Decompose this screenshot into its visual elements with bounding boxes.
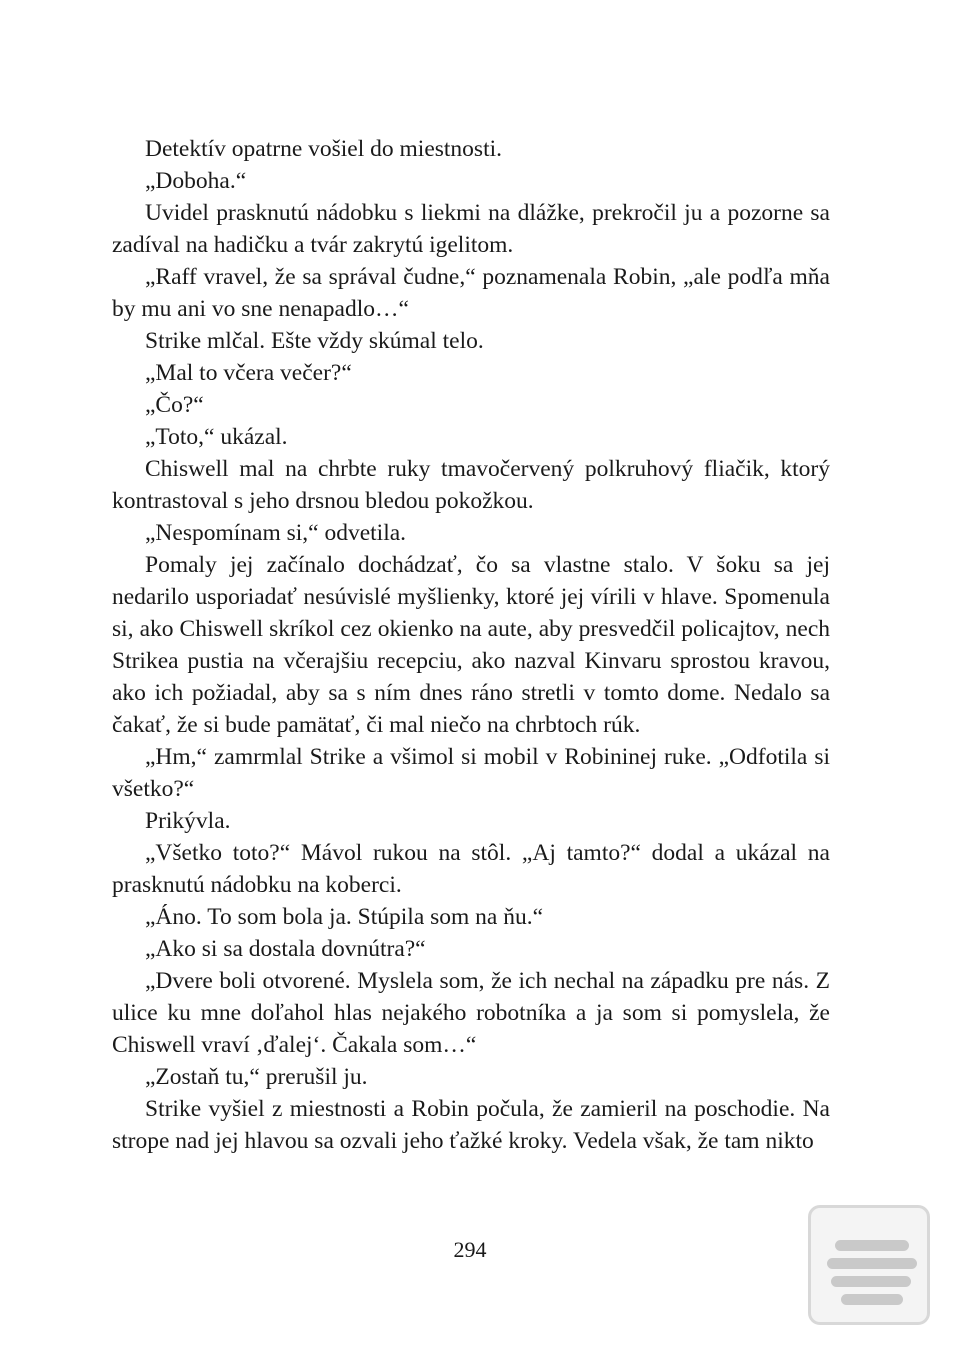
paragraph: „Mal to včera večer?“	[145, 360, 352, 386]
paragraph: „Raff vravel, že sa správal čudne,“ poznamenala Robin, „ale podľa mňa by mu ani vo sne nenapadlo…“	[112, 264, 830, 322]
paragraph: Strike vyšiel z miestnosti a Robin počula, že zamieril na poschodie. Na strope nad jej hlavou sa ozvali jeho ťažké kroky. Vedela však, že tam nikto	[112, 1096, 830, 1154]
body-text	[112, 133, 830, 1157]
logo-bar	[835, 1240, 909, 1251]
paragraph: „Nespomínam si,“ odvetila.	[145, 520, 407, 546]
paragraph: Strike mlčal. Ešte vždy skúmal telo.	[145, 328, 484, 354]
paragraph: „Dvere boli otvorené. Myslela som, že ich nechal na západku pre nás. Z ulice ku mne doľahol hlas nejakého robotníka a ja som si pomyslela, že Chiswell vraví ‚ďalej‘. Čakala som…“	[112, 968, 830, 1058]
paragraph: Chiswell mal na chrbte ruky tmavočervený polkruhový fliačik, ktorý kontrastoval s jeho drsnou bledou pokožkou.	[112, 456, 830, 514]
logo-bar	[831, 1276, 911, 1287]
paragraph: „Čo?“	[145, 392, 204, 418]
book-stack-logo-icon	[808, 1205, 930, 1325]
paragraph: „Hm,“ zamrmlal Strike a všimol si mobil v Robininej ruke. „Odfotila si všetko?“	[112, 744, 830, 802]
logo-bar	[841, 1294, 903, 1305]
paragraph: Uvidel prasknutú nádobku s liekmi na dlážke, prekročil ju a pozorne sa zadíval na hadičku a tvár zakrytú igelitom.	[112, 200, 830, 258]
paragraph: „Všetko toto?“ Mávol rukou na stôl. „Aj tamto?“ dodal a ukázal na prasknutú nádobku na koberci.	[112, 840, 830, 898]
paragraph: „Áno. To som bola ja. Stúpila som na ňu.“	[145, 904, 544, 930]
page-number: 294	[453, 1237, 487, 1262]
paragraph: „Doboha.“	[145, 168, 247, 194]
paragraph: „Toto,“ ukázal.	[145, 424, 288, 450]
paragraph: Detektív opatrne vošiel do miestnosti.	[145, 136, 503, 162]
paragraph: „Ako si sa dostala dovnútra?“	[145, 936, 426, 962]
paragraph: Prikývla.	[145, 808, 231, 834]
logo-bar	[827, 1258, 917, 1269]
paragraph: „Zostaň tu,“ prerušil ju.	[145, 1064, 368, 1090]
paragraph: Pomaly jej začínalo dochádzať, čo sa vlastne stalo. V šoku sa jej nedarilo usporiadať nesúvislé myšlienky, ktoré jej vírili v hlave. Spomenula si, ako Chiswell skríkol cez okienko na aute, aby presvedčil policajtov, nech Strikea pustia na včerajšiu recepciu, ako nazval Kinvaru sprostou kravou, ako ich požiadal, aby sa s ním dnes ráno stretli v tomto dome. Nedalo sa čakať, že si bude pamätať, či mal niečo na chrbtoch rúk.	[112, 552, 830, 738]
